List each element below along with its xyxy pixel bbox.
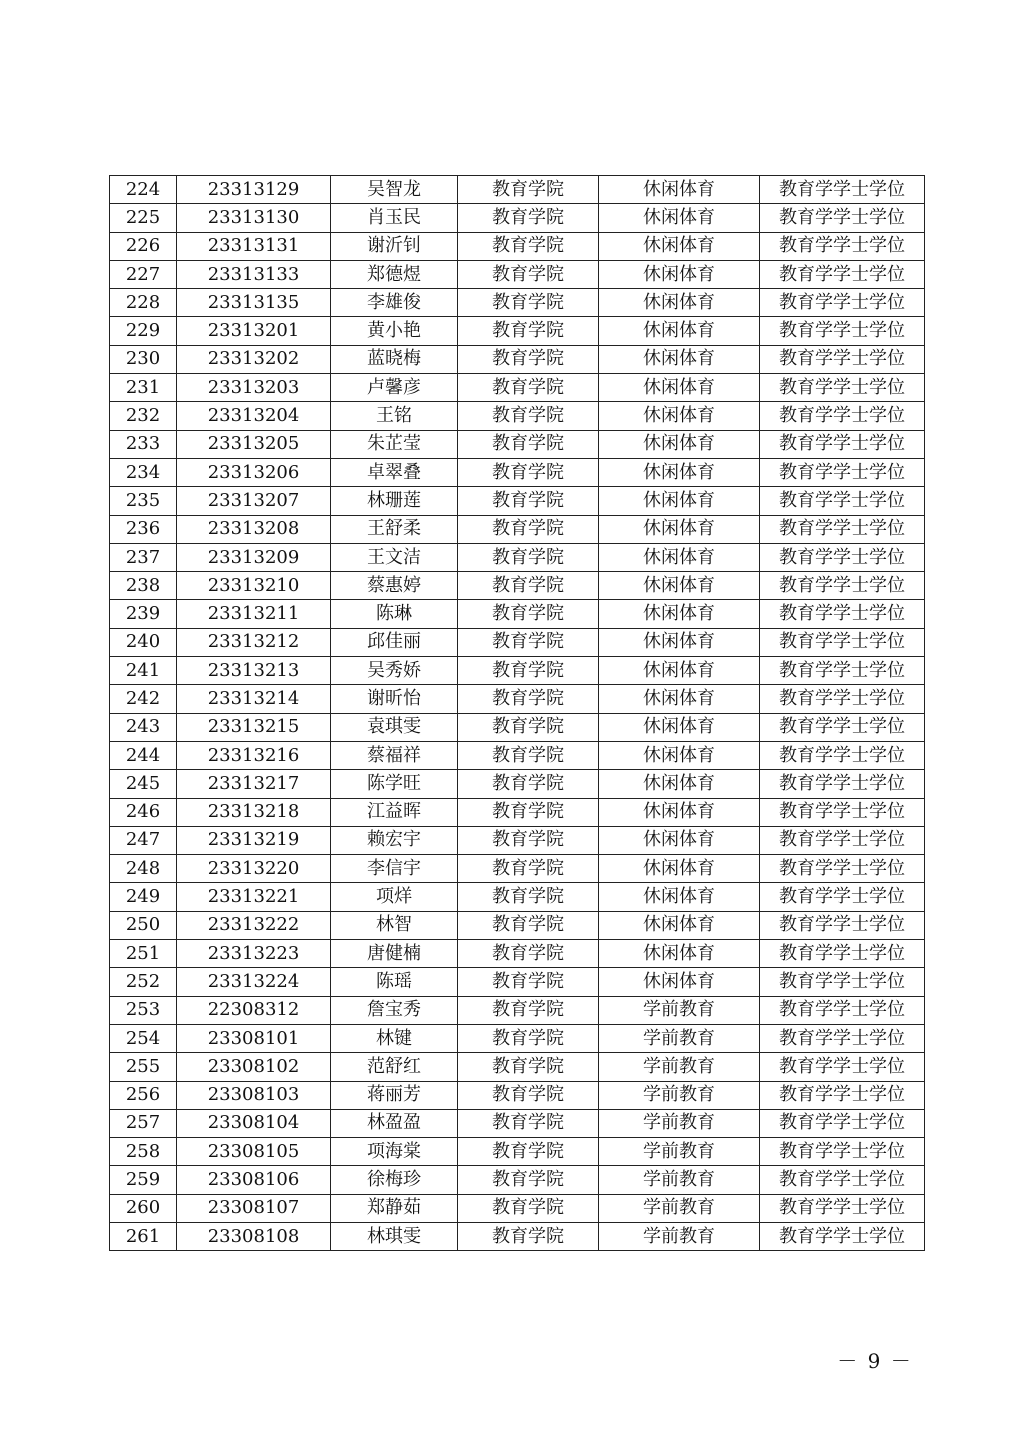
table-row <box>110 1053 925 1081</box>
college-cell: 教育学院 <box>458 260 599 288</box>
table-row <box>110 572 925 600</box>
table-row <box>110 1166 925 1194</box>
college-cell: 教育学院 <box>458 855 599 883</box>
table-row <box>110 1109 925 1137</box>
college-cell: 教育学院 <box>458 1222 599 1250</box>
student-id-cell: 23308102 <box>177 1053 331 1081</box>
major-cell: 休闲体育 <box>599 317 760 345</box>
row-index-cell: 254 <box>110 1024 177 1052</box>
row-index-cell: 260 <box>110 1194 177 1222</box>
student-id-cell: 23313214 <box>177 685 331 713</box>
degree-cell: 教育学学士学位 <box>760 1222 925 1250</box>
student-id-cell: 23313219 <box>177 826 331 854</box>
row-index-cell: 252 <box>110 968 177 996</box>
major-cell: 学前教育 <box>599 1138 760 1166</box>
table-row <box>110 826 925 854</box>
major-cell: 学前教育 <box>599 996 760 1024</box>
degree-cell: 教育学学士学位 <box>760 204 925 232</box>
major-cell: 休闲体育 <box>599 572 760 600</box>
degree-cell: 教育学学士学位 <box>760 515 925 543</box>
major-cell: 休闲体育 <box>599 515 760 543</box>
table-row <box>110 883 925 911</box>
table-row <box>110 543 925 571</box>
row-index-cell: 244 <box>110 741 177 769</box>
table-row <box>110 289 925 317</box>
row-index-cell: 246 <box>110 798 177 826</box>
degree-cell: 教育学学士学位 <box>760 911 925 939</box>
student-name-cell: 谢昕怡 <box>331 685 458 713</box>
degree-cell: 教育学学士学位 <box>760 430 925 458</box>
student-id-cell: 23308103 <box>177 1081 331 1109</box>
row-index-cell: 255 <box>110 1053 177 1081</box>
student-name-cell: 陈瑶 <box>331 968 458 996</box>
row-index-cell: 232 <box>110 402 177 430</box>
college-cell: 教育学院 <box>458 345 599 373</box>
student-id-cell: 23313223 <box>177 940 331 968</box>
table-row <box>110 911 925 939</box>
college-cell: 教育学院 <box>458 317 599 345</box>
college-cell: 教育学院 <box>458 1166 599 1194</box>
major-cell: 休闲体育 <box>599 204 760 232</box>
degree-cell: 教育学学士学位 <box>760 600 925 628</box>
major-cell: 休闲体育 <box>599 826 760 854</box>
student-id-cell: 23308105 <box>177 1138 331 1166</box>
college-cell: 教育学院 <box>458 1109 599 1137</box>
college-cell: 教育学院 <box>458 798 599 826</box>
college-cell: 教育学院 <box>458 713 599 741</box>
student-id-cell: 23308108 <box>177 1222 331 1250</box>
student-name-cell: 林键 <box>331 1024 458 1052</box>
student-id-cell: 23313202 <box>177 345 331 373</box>
degree-cell: 教育学学士学位 <box>760 1024 925 1052</box>
row-index-cell: 229 <box>110 317 177 345</box>
student-name-cell: 陈琳 <box>331 600 458 628</box>
table-row <box>110 1222 925 1250</box>
row-index-cell: 253 <box>110 996 177 1024</box>
student-name-cell: 朱芷莹 <box>331 430 458 458</box>
major-cell: 休闲体育 <box>599 713 760 741</box>
student-id-cell: 23313220 <box>177 855 331 883</box>
table-row <box>110 458 925 486</box>
table-row <box>110 374 925 402</box>
row-index-cell: 226 <box>110 232 177 260</box>
college-cell: 教育学院 <box>458 430 599 458</box>
table-row <box>110 940 925 968</box>
degree-cell: 教育学学士学位 <box>760 1166 925 1194</box>
table-row <box>110 1081 925 1109</box>
major-cell: 休闲体育 <box>599 968 760 996</box>
row-index-cell: 251 <box>110 940 177 968</box>
student-name-cell: 陈学旺 <box>331 770 458 798</box>
student-id-cell: 23313217 <box>177 770 331 798</box>
student-name-cell: 袁琪雯 <box>331 713 458 741</box>
row-index-cell: 240 <box>110 628 177 656</box>
student-id-cell: 23313224 <box>177 968 331 996</box>
student-id-cell: 23313208 <box>177 515 331 543</box>
degree-cell: 教育学学士学位 <box>760 1109 925 1137</box>
row-index-cell: 230 <box>110 345 177 373</box>
major-cell: 休闲体育 <box>599 487 760 515</box>
student-name-cell: 蔡惠婷 <box>331 572 458 600</box>
major-cell: 休闲体育 <box>599 798 760 826</box>
table-row <box>110 260 925 288</box>
major-cell: 休闲体育 <box>599 402 760 430</box>
student-name-cell: 蓝晓梅 <box>331 345 458 373</box>
degree-cell: 教育学学士学位 <box>760 883 925 911</box>
page-number: － 9 － <box>837 1349 913 1373</box>
row-index-cell: 250 <box>110 911 177 939</box>
college-cell: 教育学院 <box>458 232 599 260</box>
table-row <box>110 204 925 232</box>
degree-cell: 教育学学士学位 <box>760 260 925 288</box>
degree-cell: 教育学学士学位 <box>760 855 925 883</box>
college-cell: 教育学院 <box>458 996 599 1024</box>
major-cell: 休闲体育 <box>599 883 760 911</box>
student-name-cell: 黄小艳 <box>331 317 458 345</box>
row-index-cell: 247 <box>110 826 177 854</box>
row-index-cell: 259 <box>110 1166 177 1194</box>
degree-cell: 教育学学士学位 <box>760 826 925 854</box>
student-id-cell: 23313212 <box>177 628 331 656</box>
degree-cell: 教育学学士学位 <box>760 1138 925 1166</box>
student-id-cell: 23313205 <box>177 430 331 458</box>
student-name-cell: 徐梅珍 <box>331 1166 458 1194</box>
student-name-cell: 卢馨彦 <box>331 374 458 402</box>
student-name-cell: 郑静茹 <box>331 1194 458 1222</box>
college-cell: 教育学院 <box>458 685 599 713</box>
row-index-cell: 237 <box>110 543 177 571</box>
student-name-cell: 项烊 <box>331 883 458 911</box>
row-index-cell: 238 <box>110 572 177 600</box>
college-cell: 教育学院 <box>458 770 599 798</box>
college-cell: 教育学院 <box>458 543 599 571</box>
student-name-cell: 唐健楠 <box>331 940 458 968</box>
table-row <box>110 345 925 373</box>
table-row <box>110 798 925 826</box>
table-row <box>110 968 925 996</box>
row-index-cell: 257 <box>110 1109 177 1137</box>
table-row <box>110 855 925 883</box>
degree-cell: 教育学学士学位 <box>760 289 925 317</box>
college-cell: 教育学院 <box>458 741 599 769</box>
college-cell: 教育学院 <box>458 1138 599 1166</box>
major-cell: 学前教育 <box>599 1053 760 1081</box>
row-index-cell: 235 <box>110 487 177 515</box>
degree-cell: 教育学学士学位 <box>760 968 925 996</box>
row-index-cell: 258 <box>110 1138 177 1166</box>
student-id-cell: 22308312 <box>177 996 331 1024</box>
college-cell: 教育学院 <box>458 1081 599 1109</box>
student-id-cell: 23308107 <box>177 1194 331 1222</box>
row-index-cell: 248 <box>110 855 177 883</box>
row-index-cell: 239 <box>110 600 177 628</box>
degree-cell: 教育学学士学位 <box>760 1081 925 1109</box>
row-index-cell: 256 <box>110 1081 177 1109</box>
student-id-cell: 23313204 <box>177 402 331 430</box>
roster-table-body <box>110 176 925 1251</box>
student-name-cell: 李雄俊 <box>331 289 458 317</box>
row-index-cell: 231 <box>110 374 177 402</box>
student-name-cell: 范舒红 <box>331 1053 458 1081</box>
student-name-cell: 邱佳丽 <box>331 628 458 656</box>
student-name-cell: 赖宏宇 <box>331 826 458 854</box>
major-cell: 学前教育 <box>599 1024 760 1052</box>
student-id-cell: 23308106 <box>177 1166 331 1194</box>
table-row <box>110 628 925 656</box>
table-row <box>110 232 925 260</box>
degree-cell: 教育学学士学位 <box>760 345 925 373</box>
degree-cell: 教育学学士学位 <box>760 1053 925 1081</box>
college-cell: 教育学院 <box>458 968 599 996</box>
degree-cell: 教育学学士学位 <box>760 996 925 1024</box>
major-cell: 休闲体育 <box>599 232 760 260</box>
row-index-cell: 227 <box>110 260 177 288</box>
student-name-cell: 林琪雯 <box>331 1222 458 1250</box>
student-id-cell: 23313213 <box>177 657 331 685</box>
college-cell: 教育学院 <box>458 940 599 968</box>
table-row <box>110 996 925 1024</box>
row-index-cell: 249 <box>110 883 177 911</box>
student-name-cell: 吴智龙 <box>331 176 458 204</box>
table-row <box>110 600 925 628</box>
row-index-cell: 228 <box>110 289 177 317</box>
table-row <box>110 430 925 458</box>
major-cell: 休闲体育 <box>599 345 760 373</box>
student-name-cell: 王铭 <box>331 402 458 430</box>
student-name-cell: 项海棠 <box>331 1138 458 1166</box>
major-cell: 休闲体育 <box>599 430 760 458</box>
student-name-cell: 吴秀娇 <box>331 657 458 685</box>
table-row <box>110 176 925 204</box>
row-index-cell: 236 <box>110 515 177 543</box>
table-row <box>110 657 925 685</box>
row-index-cell: 261 <box>110 1222 177 1250</box>
row-index-cell: 233 <box>110 430 177 458</box>
major-cell: 休闲体育 <box>599 770 760 798</box>
row-index-cell: 234 <box>110 458 177 486</box>
major-cell: 休闲体育 <box>599 741 760 769</box>
student-name-cell: 肖玉民 <box>331 204 458 232</box>
college-cell: 教育学院 <box>458 657 599 685</box>
major-cell: 休闲体育 <box>599 176 760 204</box>
degree-cell: 教育学学士学位 <box>760 713 925 741</box>
table-row <box>110 1138 925 1166</box>
row-index-cell: 245 <box>110 770 177 798</box>
major-cell: 学前教育 <box>599 1194 760 1222</box>
student-id-cell: 23313210 <box>177 572 331 600</box>
college-cell: 教育学院 <box>458 487 599 515</box>
student-name-cell: 林盈盈 <box>331 1109 458 1137</box>
major-cell: 休闲体育 <box>599 260 760 288</box>
student-id-cell: 23313201 <box>177 317 331 345</box>
table-row <box>110 317 925 345</box>
major-cell: 休闲体育 <box>599 600 760 628</box>
student-name-cell: 卓翠叠 <box>331 458 458 486</box>
student-id-cell: 23313133 <box>177 260 331 288</box>
degree-cell: 教育学学士学位 <box>760 317 925 345</box>
major-cell: 休闲体育 <box>599 628 760 656</box>
degree-cell: 教育学学士学位 <box>760 458 925 486</box>
degree-cell: 教育学学士学位 <box>760 741 925 769</box>
student-id-cell: 23313215 <box>177 713 331 741</box>
student-name-cell: 蒋丽芳 <box>331 1081 458 1109</box>
college-cell: 教育学院 <box>458 515 599 543</box>
row-index-cell: 225 <box>110 204 177 232</box>
degree-roster-table <box>109 175 925 1251</box>
college-cell: 教育学院 <box>458 883 599 911</box>
row-index-cell: 242 <box>110 685 177 713</box>
student-name-cell: 詹宝秀 <box>331 996 458 1024</box>
major-cell: 学前教育 <box>599 1166 760 1194</box>
degree-cell: 教育学学士学位 <box>760 487 925 515</box>
college-cell: 教育学院 <box>458 289 599 317</box>
college-cell: 教育学院 <box>458 204 599 232</box>
major-cell: 学前教育 <box>599 1109 760 1137</box>
degree-cell: 教育学学士学位 <box>760 543 925 571</box>
table-row <box>110 487 925 515</box>
degree-cell: 教育学学士学位 <box>760 1194 925 1222</box>
student-id-cell: 23313209 <box>177 543 331 571</box>
student-name-cell: 王舒柔 <box>331 515 458 543</box>
college-cell: 教育学院 <box>458 1053 599 1081</box>
student-name-cell: 李信宇 <box>331 855 458 883</box>
degree-cell: 教育学学士学位 <box>760 374 925 402</box>
degree-cell: 教育学学士学位 <box>760 685 925 713</box>
student-id-cell: 23313203 <box>177 374 331 402</box>
table-row <box>110 402 925 430</box>
table-row <box>110 741 925 769</box>
degree-cell: 教育学学士学位 <box>760 176 925 204</box>
major-cell: 休闲体育 <box>599 543 760 571</box>
college-cell: 教育学院 <box>458 600 599 628</box>
college-cell: 教育学院 <box>458 1024 599 1052</box>
student-id-cell: 23313206 <box>177 458 331 486</box>
row-index-cell: 241 <box>110 657 177 685</box>
degree-cell: 教育学学士学位 <box>760 940 925 968</box>
student-name-cell: 王文洁 <box>331 543 458 571</box>
college-cell: 教育学院 <box>458 458 599 486</box>
row-index-cell: 243 <box>110 713 177 741</box>
student-id-cell: 23313218 <box>177 798 331 826</box>
major-cell: 休闲体育 <box>599 855 760 883</box>
student-id-cell: 23313207 <box>177 487 331 515</box>
student-id-cell: 23313135 <box>177 289 331 317</box>
student-id-cell: 23313222 <box>177 911 331 939</box>
major-cell: 休闲体育 <box>599 685 760 713</box>
student-id-cell: 23313129 <box>177 176 331 204</box>
major-cell: 休闲体育 <box>599 374 760 402</box>
college-cell: 教育学院 <box>458 402 599 430</box>
college-cell: 教育学院 <box>458 911 599 939</box>
major-cell: 学前教育 <box>599 1222 760 1250</box>
degree-cell: 教育学学士学位 <box>760 657 925 685</box>
table-row <box>110 1194 925 1222</box>
student-name-cell: 林珊莲 <box>331 487 458 515</box>
degree-cell: 教育学学士学位 <box>760 572 925 600</box>
student-name-cell: 蔡福祥 <box>331 741 458 769</box>
table-row <box>110 685 925 713</box>
degree-cell: 教育学学士学位 <box>760 628 925 656</box>
student-name-cell: 林智 <box>331 911 458 939</box>
student-id-cell: 23313216 <box>177 741 331 769</box>
major-cell: 学前教育 <box>599 1081 760 1109</box>
major-cell: 休闲体育 <box>599 940 760 968</box>
major-cell: 休闲体育 <box>599 657 760 685</box>
student-id-cell: 23313211 <box>177 600 331 628</box>
college-cell: 教育学院 <box>458 628 599 656</box>
degree-cell: 教育学学士学位 <box>760 770 925 798</box>
student-id-cell: 23313130 <box>177 204 331 232</box>
table-row <box>110 770 925 798</box>
major-cell: 休闲体育 <box>599 458 760 486</box>
student-id-cell: 23308104 <box>177 1109 331 1137</box>
major-cell: 休闲体育 <box>599 289 760 317</box>
row-index-cell: 224 <box>110 176 177 204</box>
college-cell: 教育学院 <box>458 374 599 402</box>
college-cell: 教育学院 <box>458 826 599 854</box>
degree-cell: 教育学学士学位 <box>760 232 925 260</box>
student-name-cell: 谢沂钊 <box>331 232 458 260</box>
degree-cell: 教育学学士学位 <box>760 402 925 430</box>
table-row <box>110 1024 925 1052</box>
student-id-cell: 23313131 <box>177 232 331 260</box>
college-cell: 教育学院 <box>458 176 599 204</box>
table-row <box>110 713 925 741</box>
table-row <box>110 515 925 543</box>
college-cell: 教育学院 <box>458 572 599 600</box>
student-id-cell: 23313221 <box>177 883 331 911</box>
student-id-cell: 23308101 <box>177 1024 331 1052</box>
degree-cell: 教育学学士学位 <box>760 798 925 826</box>
student-name-cell: 江益晖 <box>331 798 458 826</box>
student-name-cell: 郑德煜 <box>331 260 458 288</box>
major-cell: 休闲体育 <box>599 911 760 939</box>
college-cell: 教育学院 <box>458 1194 599 1222</box>
